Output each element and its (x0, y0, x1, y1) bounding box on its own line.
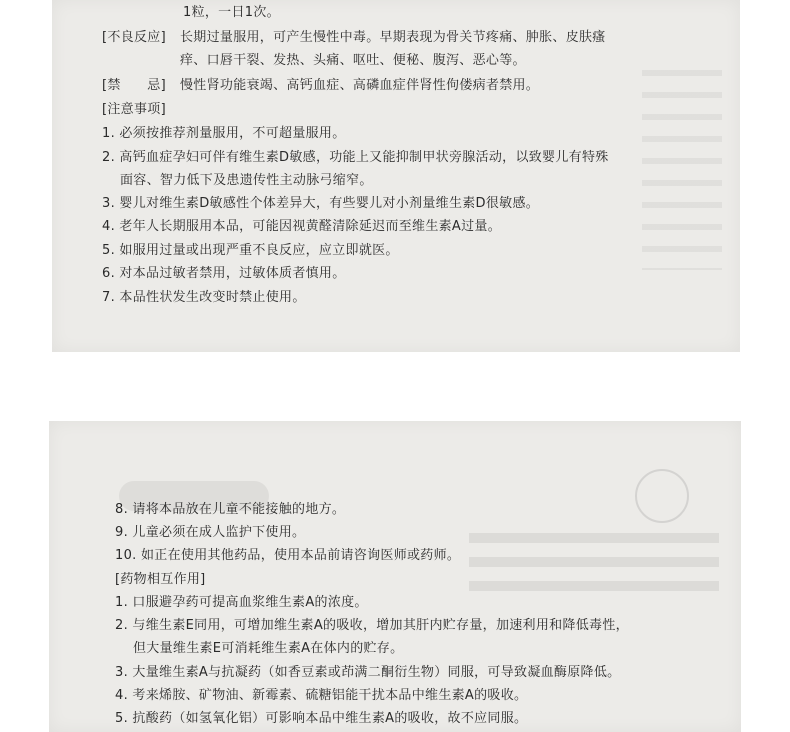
show-through-texture (469, 533, 719, 593)
precaution-item: 9. 儿童必须在成人监护下使用。 (115, 525, 306, 540)
interaction-item: 1. 口服避孕药可提高血浆维生素A的浓度。 (115, 595, 368, 610)
precaution-item: 1. 必须按推荐剂量服用，不可超量服用。 (102, 126, 346, 141)
precautions-heading: [注意事项] (102, 102, 166, 117)
interaction-item: 3. 大量维生素A与抗凝药（如香豆素或茚满二酮衍生物）同服，可导致凝血酶原降低。 (115, 665, 621, 680)
precaution-item: 5. 如服用过量或出现严重不良反应，应立即就医。 (102, 243, 399, 258)
interaction-item: 4. 考来烯胺、矿物油、新霉素、硫糖铝能干扰本品中维生素A的吸收。 (115, 688, 528, 703)
contraindications-text: 慢性肾功能衰竭、高钙血症、高磷血症伴肾性佝偻病者禁用。 (180, 78, 540, 93)
adverse-reactions-line-2: 痒、口唇干裂、发热、头痛、呕吐、便秘、腹泻、恶心等。 (180, 53, 526, 68)
seal-show-through-icon (635, 469, 689, 523)
interaction-item-continued: 但大量维生素E可消耗维生素A在体内的贮存。 (133, 641, 404, 656)
precaution-item: 8. 请将本品放在儿童不能接触的地方。 (115, 502, 346, 517)
precaution-item: 6. 对本品过敏者禁用，过敏体质者慎用。 (102, 266, 346, 281)
dosage-tail: 1粒，一日1次。 (183, 5, 280, 20)
leaflet-page-top (52, 0, 740, 352)
interaction-item: 2. 与维生素E同用，可增加维生素A的吸收，增加其肝内贮存量，加速利用和降低毒性， (115, 618, 629, 633)
interaction-item: 5. 抗酸药（如氢氧化铝）可影响本品中维生素A的吸收，故不应同服。 (115, 711, 528, 726)
precaution-item: 7. 本品性状发生改变时禁止使用。 (102, 290, 306, 305)
contraindications-heading: [禁 忌] (102, 78, 166, 93)
adverse-reactions-line-1: 长期过量服用，可产生慢性中毒。早期表现为骨关节疼痛、肿胀、皮肤瘙 (180, 30, 606, 45)
leaflet-page-bottom (49, 421, 741, 732)
precaution-item-continued: 面容、智力低下及患遗传性主动脉弓缩窄。 (120, 173, 373, 188)
adverse-reactions-heading: [不良反应] (102, 30, 166, 45)
precaution-item: 3. 婴儿对维生素D敏感性个体差异大，有些婴儿对小剂量维生素D很敏感。 (102, 196, 540, 211)
precaution-item: 4. 老年人长期服用本品，可能因视黄醛清除延迟而至维生素A过量。 (102, 219, 502, 234)
precaution-item: 2. 高钙血症孕妇可伴有维生素D敏感，功能上又能抑制甲状旁腺活动，以致婴儿有特殊 (102, 150, 609, 165)
show-through-texture (642, 70, 722, 270)
precaution-item: 10. 如正在使用其他药品，使用本品前请咨询医师或药师。 (115, 548, 461, 563)
drug-interactions-heading: [药物相互作用] (115, 572, 206, 587)
